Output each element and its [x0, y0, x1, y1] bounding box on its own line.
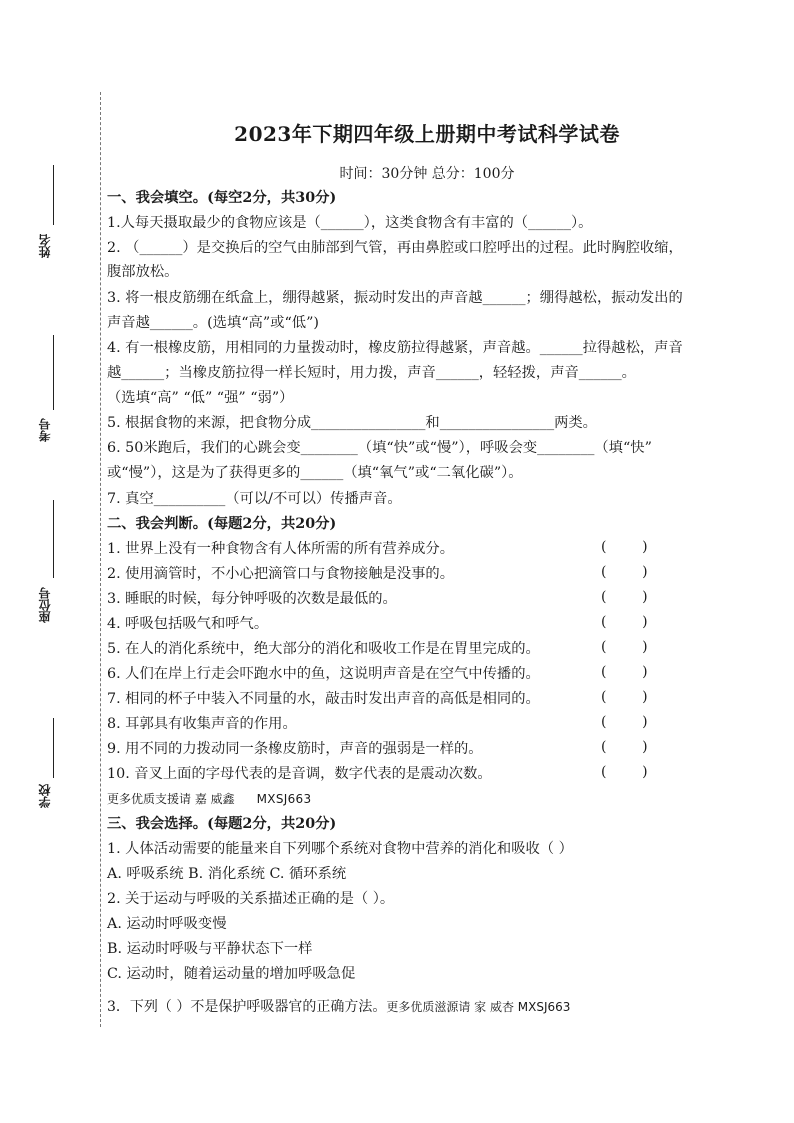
- judge-item: 9. 用不同的力拨动同一条橡皮筋时，声音的强弱是一样的。: [107, 741, 483, 757]
- judge-item: 10. 音叉上面的字母代表的是音调，数字代表的是震动次数。: [107, 766, 492, 782]
- judge-item: 3. 睡眠的时候，每分钟呼吸的次数是最低的。: [107, 591, 397, 607]
- answer-bracket[interactable]: ( ): [601, 714, 648, 730]
- answer-bracket[interactable]: ( ): [601, 539, 648, 555]
- judge-item: 5. 在人的消化系统中，绝大部分的消化和吸收工作是在胃里完成的。: [107, 641, 540, 657]
- seat-no-line: [53, 500, 54, 578]
- fill-line: 声音越______。(选填“高”或“低”): [107, 315, 319, 331]
- answer-bracket[interactable]: ( ): [601, 664, 648, 680]
- choice-option: C. 运动时，随着运动量的增加呼吸急促: [107, 966, 356, 982]
- watermark-note: [107, 790, 311, 807]
- seat-no-label: 座位号: [38, 587, 52, 623]
- q3-watermark: 更多优质滋源请 家 威杏 MXSJ663: [386, 1000, 571, 1014]
- choice-option: B. 运动时呼吸与平静状态下一样: [107, 941, 313, 957]
- fill-line: 越______；当橡皮筋拉得一样长短时，用力拨，声音______，轻轻拨，声音______。: [107, 365, 636, 381]
- q3-text: 3．下列（ ）不是保护呼吸器官的正确方法。: [107, 999, 387, 1015]
- binding-margin: [0, 0, 100, 1123]
- fill-line: 7. 真空__________（可以/不可以）传播声音。: [107, 491, 402, 507]
- fill-line: 1.人每天摄取最少的食物应该是（______），这类食物含有丰富的（______）。: [107, 215, 593, 231]
- section2-heading: 二、我会判断。(每题2分，共20分): [107, 516, 337, 532]
- school-label: 学校: [38, 784, 52, 808]
- exam-no-line: [53, 335, 54, 410]
- judge-item: 4. 呼吸包括吸气和呼气。: [107, 616, 269, 632]
- choice-option: A. 运动时呼吸变慢: [107, 916, 227, 932]
- answer-bracket[interactable]: ( ): [601, 564, 648, 580]
- binding-dashed-line: [100, 92, 101, 1027]
- section3-heading: 三、我会选择。(每题2分，共20分): [107, 816, 337, 832]
- fill-line: 腹部放松。: [107, 264, 179, 280]
- section1-heading: 一、我会填空。(每空2分，共30分): [107, 190, 337, 206]
- choice-question-3: [107, 996, 757, 1016]
- fill-line: 或“慢”），这是为了获得更多的______（填“氧气”或“二氧化碳”）。: [107, 465, 523, 481]
- judge-item: 2. 使用滴管时，不小心把滴管口与食物接触是没事的。: [107, 566, 455, 582]
- judge-item: 7. 相同的杯子中装入不同量的水，敲击时发出声音的高低是相同的。: [107, 691, 540, 707]
- answer-bracket[interactable]: ( ): [601, 639, 648, 655]
- school-line: [53, 718, 54, 778]
- exam-no-label: 考号: [38, 418, 52, 442]
- answer-bracket[interactable]: ( ): [601, 614, 648, 630]
- answer-bracket[interactable]: ( ): [601, 689, 648, 705]
- fill-line: 5. 根据食物的来源，把食物分成________________和________________两类。: [107, 415, 597, 431]
- fill-line: 2. （______）是交换后的空气由肺部到气管，再由鼻腔或口腔呼出的过程。此时胸腔收缩，: [107, 240, 683, 256]
- exam-subtitle: 时间：30分钟 总分：100分: [339, 166, 515, 182]
- judge-item: 8. 耳郭具有收集声音的作用。: [107, 716, 297, 732]
- choice-question: 1. 人体活动需要的能量来自下列哪个系统对食物中营养的消化和吸收（ ）: [107, 841, 573, 857]
- choice-options: A. 呼吸系统 B. 消化系统 C. 循环系统: [107, 866, 347, 882]
- fill-line: 4. 有一根橡皮筋，用相同的力量拨动时，橡皮筋拉得越紧，声音越。______拉得越松，声音: [107, 340, 683, 356]
- fill-line: （选填“高” “低” “强” “弱”）: [107, 390, 294, 406]
- exam-title: 2023年下期四年级上册期中考试科学试卷: [234, 122, 620, 146]
- answer-bracket[interactable]: ( ): [601, 589, 648, 605]
- choice-question: 2. 关于运动与呼吸的关系描述正确的是（ ）。: [107, 891, 395, 907]
- name-label: 姓名: [38, 234, 52, 258]
- watermark-code: MXSJ663: [256, 792, 312, 806]
- answer-bracket[interactable]: ( ): [601, 739, 648, 755]
- judge-item: 1. 世界上没有一种食物含有人体所需的所有营养成分。: [107, 541, 455, 557]
- fill-line: 6. 50米跑后，我们的心跳会变________（填“快”或“慢”），呼吸会变________（填“快”: [107, 440, 652, 456]
- watermark-text: 更多优质支援请 嘉 威鑫: [107, 792, 235, 806]
- answer-bracket[interactable]: ( ): [601, 764, 648, 780]
- name-line: [53, 165, 54, 225]
- fill-line: 3. 将一根皮筋绷在纸盒上，绷得越紧，振动时发出的声音越______；绷得越松，振动发出的: [107, 290, 683, 306]
- judge-item: 6. 人们在岸上行走会吓跑水中的鱼，这说明声音是在空气中传播的。: [107, 666, 540, 682]
